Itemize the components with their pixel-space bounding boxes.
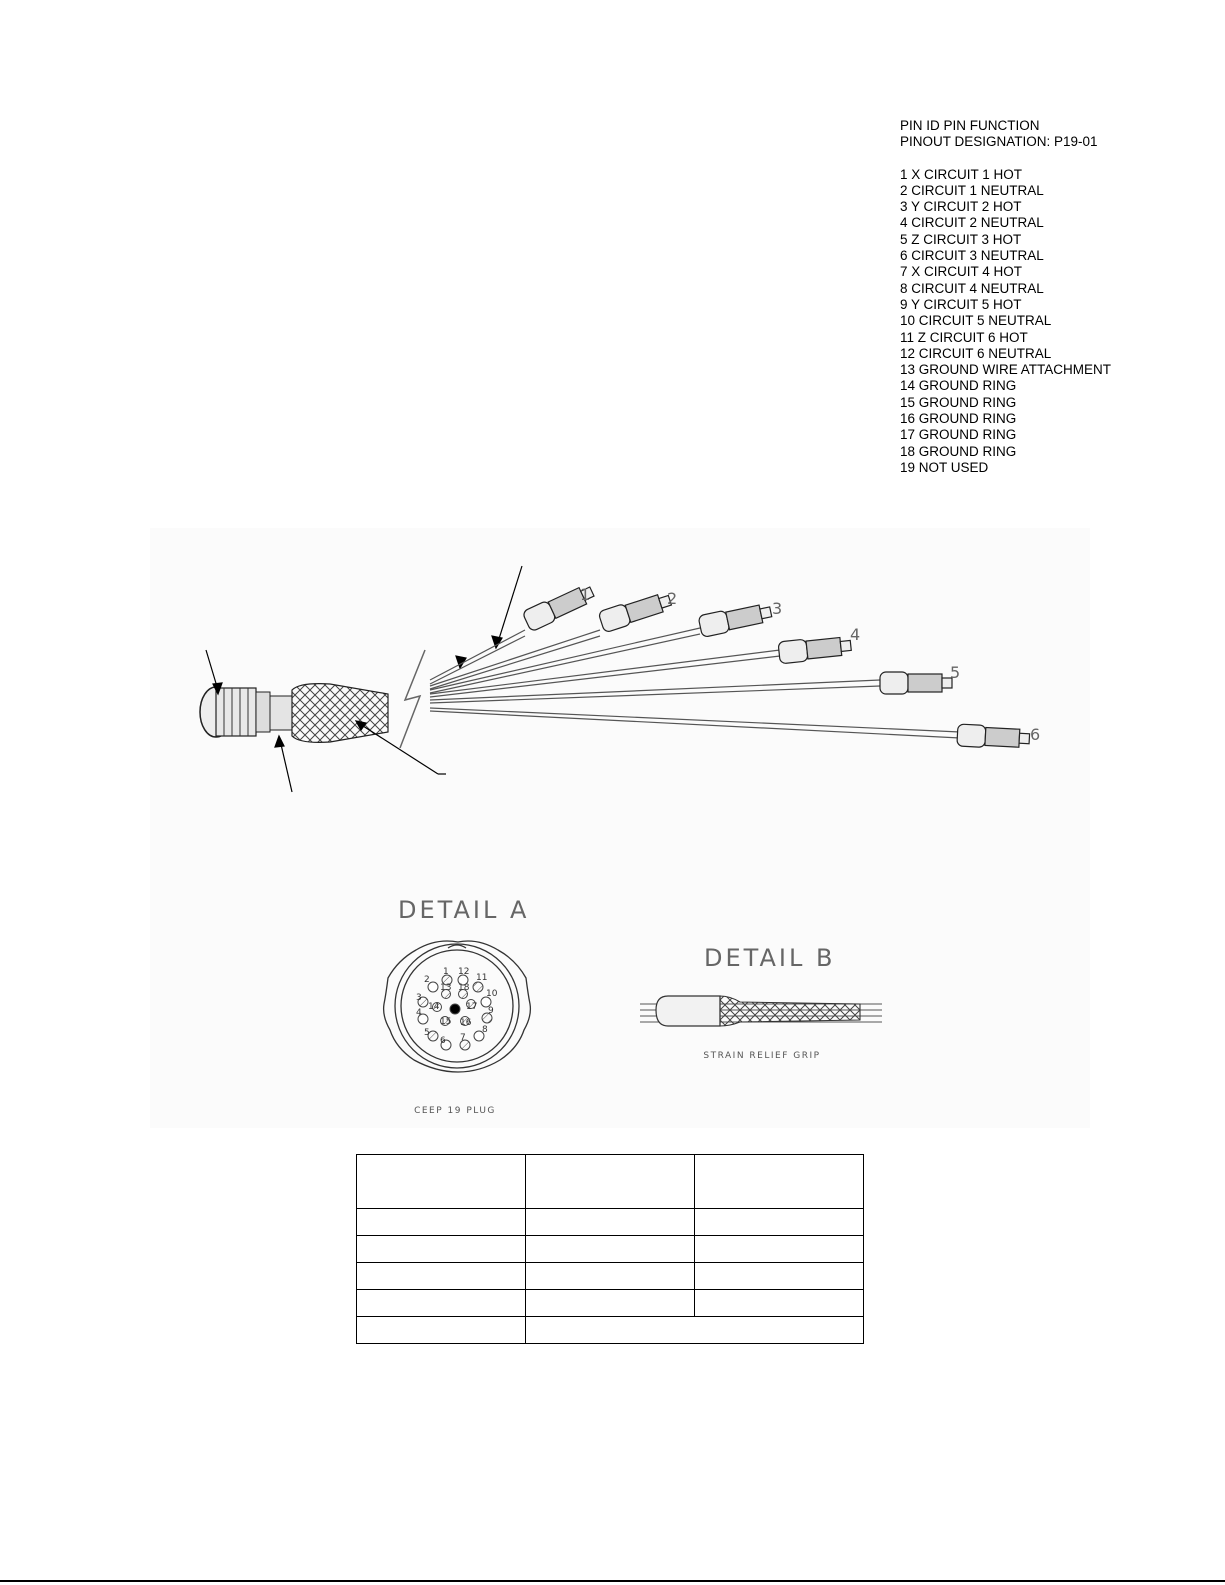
pin-row: 6 CIRCUIT 3 NEUTRAL: [900, 248, 1044, 264]
table-cell: [695, 1209, 864, 1236]
table-cell: [357, 1209, 526, 1236]
table-cell: [357, 1155, 526, 1209]
pin-row: 12 CIRCUIT 6 NEUTRAL: [900, 345, 1052, 361]
empty-table: [356, 1154, 864, 1344]
pin-row: 16 GROUND RING: [900, 411, 1017, 427]
pin-row: 17 GROUND RING: [900, 427, 1017, 443]
pin-number: 12: [458, 967, 470, 977]
breakout-label-6: 6: [1030, 725, 1041, 744]
detail-b-title: DETAIL B: [704, 944, 836, 972]
pin-row: 19 NOT USED: [900, 459, 989, 475]
detail-a-caption: CEEP 19 PLUG: [414, 1106, 496, 1116]
pin-number: 8: [482, 1025, 488, 1035]
pin-row: 10 CIRCUIT 5 NEUTRAL: [900, 313, 1052, 329]
ceep-plug: [200, 684, 388, 743]
table-row: [357, 1290, 864, 1317]
table-row: [357, 1317, 864, 1344]
pin-row: 4 CIRCUIT 2 NEUTRAL: [900, 215, 1044, 231]
breakout-label-5: 5: [950, 663, 961, 682]
pinout-header: PIN ID PIN FUNCTION: [900, 118, 1040, 133]
table-cell: [526, 1290, 695, 1317]
breakout-label-4: 4: [850, 625, 861, 644]
pin-row: 18 GROUND RING: [900, 443, 1017, 459]
table-cell: [357, 1317, 526, 1344]
table-cell: [526, 1155, 695, 1209]
table-cell: [695, 1263, 864, 1290]
table-cell: [526, 1209, 695, 1236]
pin-number: 17: [466, 1002, 478, 1012]
pin-row: 1 X CIRCUIT 1 HOT: [900, 166, 1023, 182]
pin-row: 9 Y CIRCUIT 5 HOT: [900, 296, 1022, 312]
pin-number: 6: [440, 1036, 446, 1046]
breakout-label-2: 2: [667, 589, 678, 608]
pin-number: 15: [440, 1017, 452, 1027]
pin-row: 2 CIRCUIT 1 NEUTRAL: [900, 182, 1044, 198]
pin-row: 7 X CIRCUIT 4 HOT: [900, 264, 1023, 280]
pin-number: 11: [476, 973, 488, 983]
bottom-rule: [0, 1580, 1225, 1582]
table-row: [357, 1236, 864, 1263]
pin-number: 1: [443, 967, 449, 977]
breakout-label-3: 3: [772, 599, 783, 618]
pin-number: 16: [460, 1018, 472, 1028]
table-row: [357, 1263, 864, 1290]
detail-b-caption: STRAIN RELIEF GRIP: [703, 1051, 821, 1061]
table-cell: [357, 1236, 526, 1263]
pin-number: 4: [416, 1008, 422, 1018]
table-row: [357, 1209, 864, 1236]
table-cell: [357, 1290, 526, 1317]
pin-number: 7: [460, 1033, 466, 1043]
pin-number: 14: [428, 1002, 440, 1012]
table-cell: [357, 1263, 526, 1290]
table-row: [357, 1155, 864, 1209]
pin-number: 13: [440, 983, 452, 993]
pin-number: 18: [458, 983, 470, 993]
pin-row: 13 GROUND WIRE ATTACHMENT: [900, 362, 1112, 378]
table-cell: [526, 1236, 695, 1263]
pin-number: 2: [424, 975, 430, 985]
detail-a-title: DETAIL A: [398, 896, 530, 924]
breakout-label-1: 1: [580, 585, 591, 604]
pin-number: 10: [486, 989, 498, 999]
table-cell: [526, 1317, 864, 1344]
pin-row: 11 Z CIRCUIT 6 HOT: [900, 329, 1028, 345]
pin-row: 3 Y CIRCUIT 2 HOT: [900, 199, 1022, 215]
table-cell: [526, 1263, 695, 1290]
table-cell: [695, 1155, 864, 1209]
pinout-designation: PINOUT DESIGNATION: P19-01: [900, 134, 1098, 150]
table-cell: [695, 1290, 864, 1317]
pin-number: 5: [424, 1028, 430, 1038]
table-cell: [695, 1236, 864, 1263]
pin-number: 3: [416, 993, 422, 1003]
pin-row: 5 Z CIRCUIT 3 HOT: [900, 231, 1022, 247]
pin-number: 9: [488, 1006, 494, 1016]
pin-row: 8 CIRCUIT 4 NEUTRAL: [900, 280, 1044, 296]
pin-row: 14 GROUND RING: [900, 378, 1017, 394]
pin-row: 15 GROUND RING: [900, 394, 1017, 410]
